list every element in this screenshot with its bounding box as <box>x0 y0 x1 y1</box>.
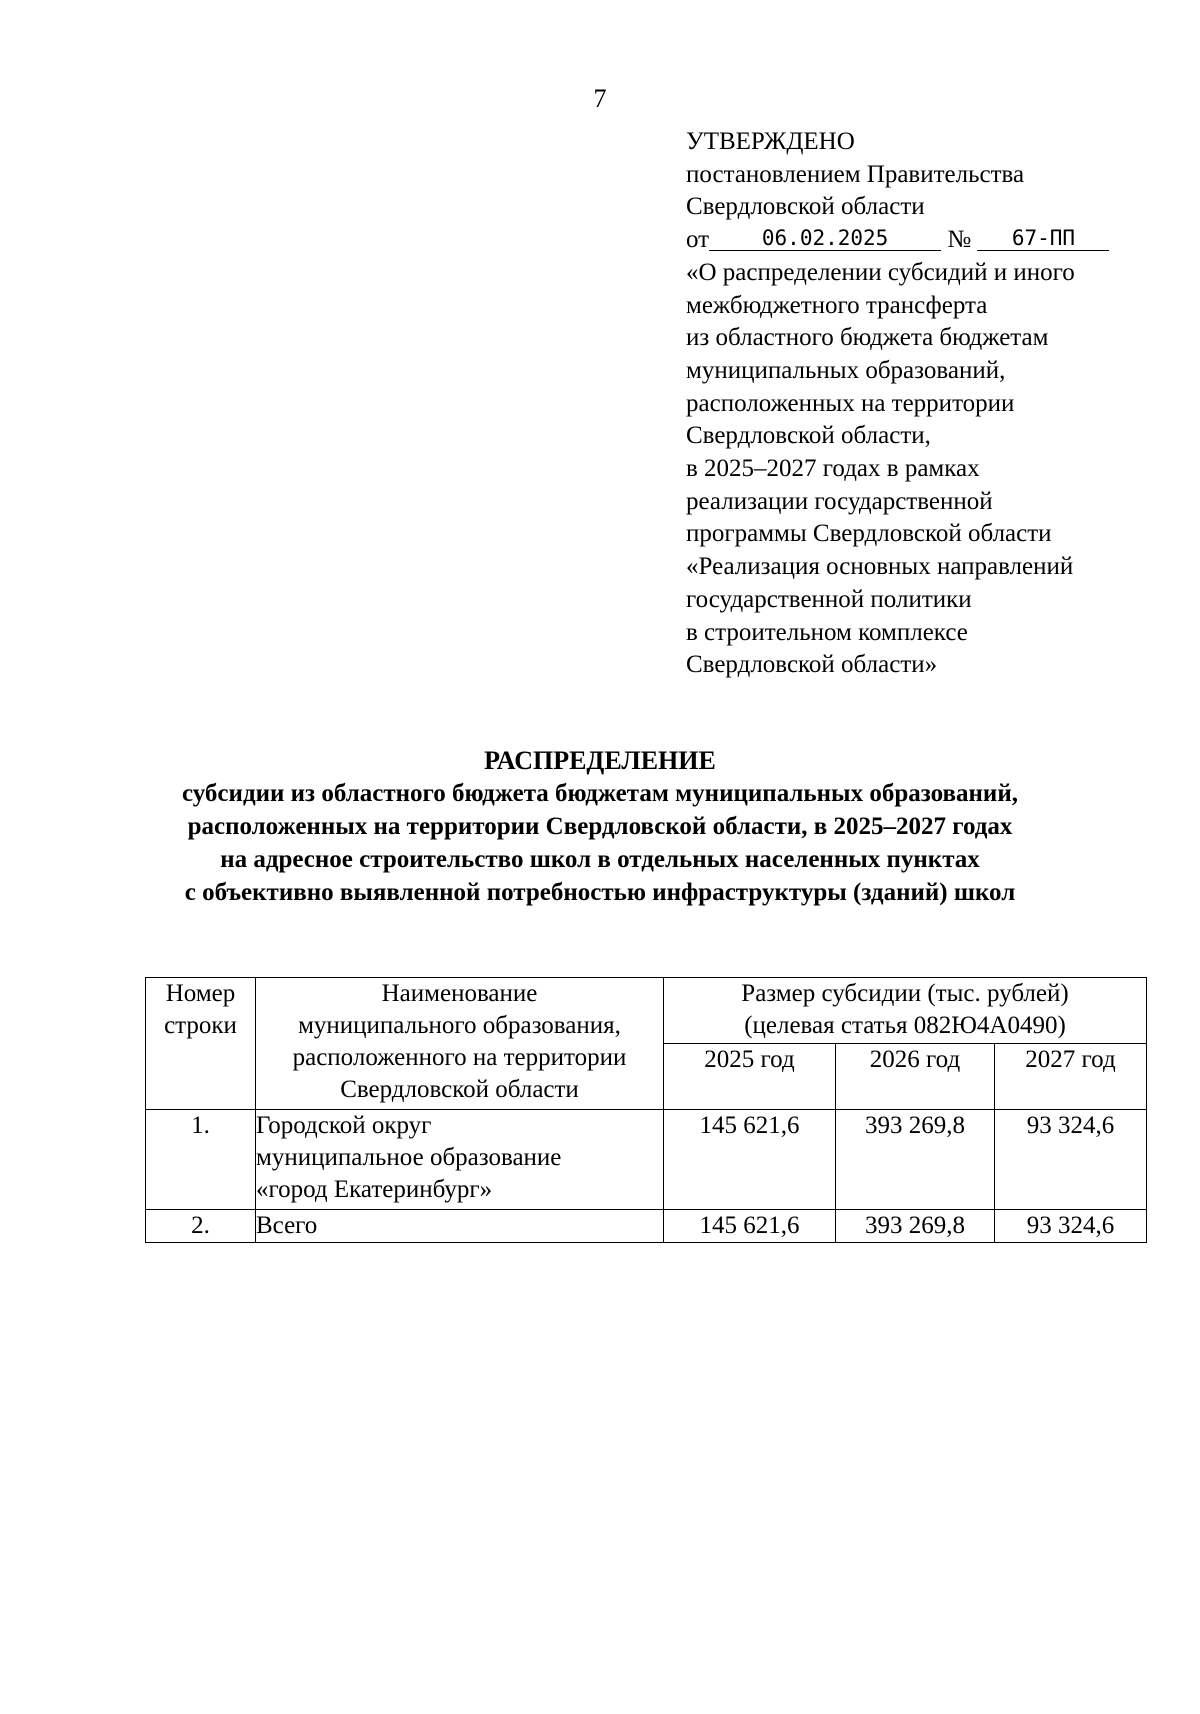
subject-line: в 2025–2027 годах в рамках <box>686 455 980 483</box>
row-number: 1. <box>146 1110 256 1210</box>
heading-title: РАСПРЕДЕЛЕНИЕ <box>484 746 716 775</box>
page-number: 7 <box>593 84 607 113</box>
header-year: 2027 год <box>995 1044 1147 1110</box>
header-row-number: Номер строки <box>146 978 256 1110</box>
subject-line: «О распределении субсидий и иного <box>686 258 1075 286</box>
heading-line: на адресное строительство школ в отдельных населенных пунктах <box>220 846 980 873</box>
approval-number: 67-ПП <box>977 226 1109 251</box>
subject-line: «Реализация основных направлений <box>686 553 1074 581</box>
heading-line: с объективно выявленной потребностью инфраструктуры (зданий) школ <box>184 879 1016 906</box>
table-header-row <box>146 978 1147 1044</box>
value-2026: 393 269,8 <box>836 1210 995 1243</box>
subject-line: Свердловской области, <box>686 422 931 450</box>
value-2026: 393 269,8 <box>836 1110 995 1210</box>
value-2027: 93 324,6 <box>995 1110 1147 1210</box>
table-row <box>146 1110 1147 1210</box>
distribution-table <box>145 977 1147 1243</box>
date-prefix: от <box>686 226 710 254</box>
approval-line-1: постановлением Правительства <box>686 160 1025 188</box>
row-number: 2. <box>146 1210 256 1243</box>
value-2025: 145 621,6 <box>664 1110 836 1210</box>
value-2025: 145 621,6 <box>664 1210 836 1243</box>
approval-line-2: Свердловской области <box>686 193 925 221</box>
heading-line: субсидии из областного бюджета бюджетам муниципальных образований, <box>182 780 1018 807</box>
subject-line: в строительном комплексе <box>686 618 968 646</box>
heading-line: расположенных на территории Свердловской области, в 2025–2027 годах <box>187 813 1013 840</box>
approval-block <box>686 126 1166 682</box>
header-municipality: Наименование муниципального образования, расположенного на территории Свердловской области <box>256 978 664 1110</box>
approval-date-line <box>686 224 1166 257</box>
subject-line: программы Свердловской области <box>686 520 1052 548</box>
approval-date: 06.02.2025 <box>709 226 941 251</box>
subject-line: расположенных на территории <box>686 389 1015 417</box>
header-subsidy-amount: Размер субсидии (тыс. рублей) (целевая статья 082Ю4А0490) <box>664 978 1147 1044</box>
subject-line: государственной политики <box>686 585 972 613</box>
municipality-name: Городской округ муниципальное образование «город Екатеринбург» <box>256 1110 664 1210</box>
approval-title: УТВЕРЖДЕНО <box>686 128 855 155</box>
value-2027: 93 324,6 <box>995 1210 1147 1243</box>
subject-line: Свердловской области» <box>686 651 938 679</box>
table-row-total <box>146 1210 1147 1243</box>
number-prefix: № <box>947 226 972 254</box>
subject-line: из областного бюджета бюджетам <box>686 324 1049 352</box>
subject-line: реализации государственной <box>686 487 993 515</box>
municipality-name: Всего <box>256 1210 664 1243</box>
header-year: 2026 год <box>836 1044 995 1110</box>
subject-line: муниципальных образований, <box>686 356 1006 384</box>
document-heading <box>0 744 1200 909</box>
header-year: 2025 год <box>664 1044 836 1110</box>
subject-line: межбюджетного трансферта <box>686 291 988 319</box>
